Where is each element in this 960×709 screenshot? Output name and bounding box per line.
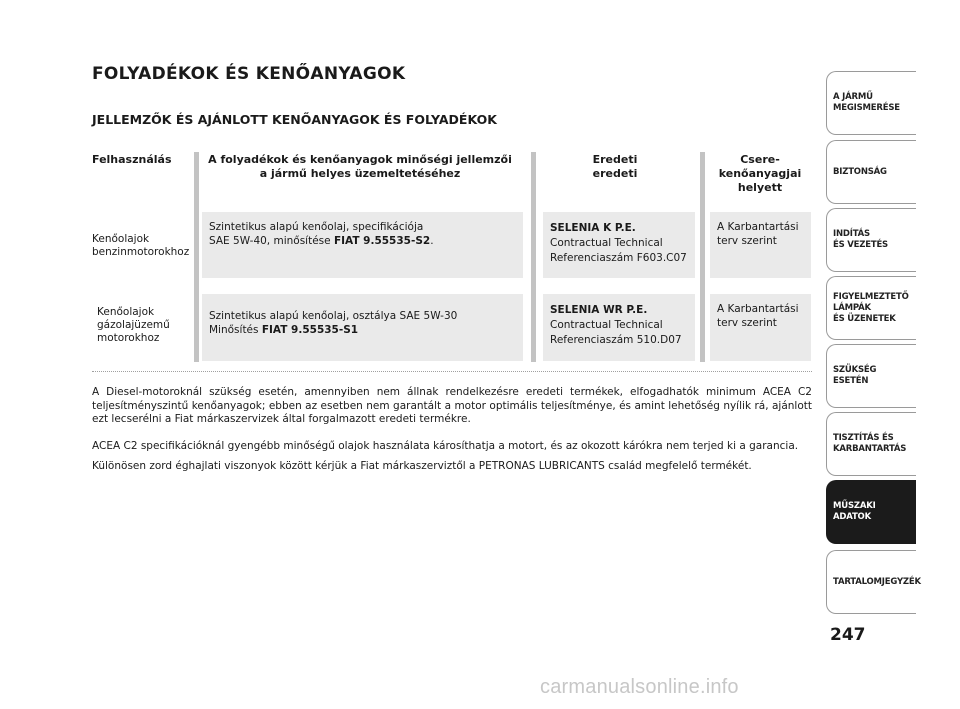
- spec-line: Szintetikus alapú kenőolaj, specifikációja: [209, 221, 424, 233]
- table-cell-product: [543, 294, 695, 361]
- header-alternative-line1: Csere-: [740, 153, 780, 166]
- header-usage-text: Felhasználás: [92, 153, 172, 166]
- tab-index[interactable]: [826, 550, 921, 614]
- header-original-line2: eredeti: [592, 167, 638, 180]
- table-cell-alternative: [710, 294, 811, 361]
- tab-warning-lights[interactable]: [826, 276, 916, 340]
- usage-line: gázolajüzemű: [97, 319, 170, 331]
- header-alternative-line2: kenőanyagjai: [718, 167, 802, 180]
- section-subtitle: JELLEMZŐK ÉS AJÁNLOTT KENŐANYAGOK ÉS FOLYADÉKOK: [92, 112, 497, 127]
- watermark: carmanualsonline.info: [540, 676, 739, 698]
- tab-vehicle-overview[interactable]: [826, 71, 916, 135]
- tab-label: TARTALOMJEGYZÉK: [833, 576, 921, 587]
- tab-label: SZÜKSÉG ESETÉN: [833, 365, 877, 386]
- header-spec-line1: A folyadékok és kenőanyagok minőségi jellemzői: [208, 153, 512, 166]
- column-divider: [700, 152, 705, 362]
- usage-line: Kenőolajok: [92, 233, 150, 245]
- spec-text: .: [430, 235, 434, 247]
- header-spec-line2: a jármű helyes üzemeltetéséhez: [259, 167, 461, 180]
- paragraph-acea-minimum: A Diesel-motoroknál szükség esetén, amennyiben nem állnak rendelkezésre eredeti termékek, elfogadhatók minimum ACEA C2 teljesítményszintű kenőanyagok; ebben az esetben nem garantált a motor optimális teljesítménye, és amint lehetőség nyílik rá, ajánlott ezt lecserélni a Fiat márkaszervizek által forgalmazott eredeti termékre.: [92, 386, 812, 425]
- table-cell-alternative: [710, 212, 811, 278]
- usage-line: benzinmotorokhoz: [92, 246, 190, 258]
- header-original-line1: Eredeti: [592, 153, 638, 166]
- tab-safety[interactable]: [826, 140, 916, 204]
- product-name: SELENIA WR P.E.: [550, 304, 648, 316]
- spec-text: Minősítés: [209, 324, 262, 336]
- header-original: [545, 153, 685, 181]
- product-line: Referenciaszám 510.D07: [550, 334, 682, 346]
- table-row-usage: [92, 233, 189, 259]
- table-cell-spec: [202, 294, 523, 361]
- alternative-line: terv szerint: [717, 235, 777, 247]
- page-title: FOLYADÉKOK ÉS KENŐANYAGOK: [92, 64, 406, 84]
- tab-emergency[interactable]: [826, 344, 916, 408]
- table-row-usage: [97, 306, 170, 345]
- paragraph-climate: Különösen zord éghajlati viszonyok között kérjük a Fiat márkaszerviztől a PETRONAS LUBRICANTS család megfelelő termékét.: [92, 460, 752, 472]
- tab-technical-data[interactable]: [826, 480, 916, 544]
- alternative-line: terv szerint: [717, 317, 777, 329]
- spec-line: Szintetikus alapú kenőolaj, osztálya SAE 5W-30: [209, 310, 458, 322]
- header-usage: [92, 153, 172, 167]
- header-alternative-line3: helyett: [737, 181, 783, 194]
- paragraph-acea-warning: ACEA C2 specifikációknál gyengébb minőségű olajok használata károsíthatja a motort, és az okozott kárókra nem terjed ki a garancia.: [92, 440, 799, 452]
- header-alternative: [710, 153, 810, 195]
- product-name: SELENIA K P.E.: [550, 222, 636, 234]
- tab-label: A JÁRMŰ MEGISMERÉSE: [833, 92, 900, 113]
- spec-standard: FIAT 9.55535-S1: [261, 324, 359, 336]
- alternative-line: A Karbantartási: [717, 303, 799, 315]
- usage-line: Kenőolajok: [97, 306, 155, 318]
- tab-maintenance[interactable]: [826, 412, 916, 476]
- tab-label: TISZTÍTÁS ÉS KARBANTARTÁS: [833, 433, 907, 454]
- page-number: 247: [830, 625, 866, 645]
- spec-text: SAE 5W-40, minősítése: [209, 235, 334, 247]
- alternative-line: A Karbantartási: [717, 221, 799, 233]
- tab-label: BIZTONSÁG: [833, 166, 887, 177]
- tab-label: FIGYELMEZTETŐ LÁMPÁK ÉS ÜZENETEK: [833, 291, 909, 324]
- column-divider: [194, 152, 199, 362]
- tab-starting-driving[interactable]: [826, 208, 916, 272]
- chapter-sidebar: [826, 0, 960, 709]
- table-cell-product: [543, 212, 695, 278]
- product-line: Contractual Technical: [550, 319, 663, 331]
- product-line: Contractual Technical: [550, 237, 663, 249]
- spec-line: [209, 323, 516, 337]
- spec-standard: FIAT 9.55535-S2: [333, 235, 431, 247]
- tab-label: MŰSZAKI ADATOK: [833, 501, 876, 522]
- usage-line: motorokhoz: [97, 332, 160, 344]
- column-divider: [531, 152, 536, 362]
- spec-line: [209, 234, 516, 248]
- header-spec: [202, 153, 518, 181]
- table-cell-spec: [202, 212, 523, 278]
- product-line: Referenciaszám F603.C07: [550, 252, 687, 264]
- divider: [92, 371, 812, 372]
- tab-label: INDÍTÁS ÉS VEZETÉS: [833, 229, 888, 250]
